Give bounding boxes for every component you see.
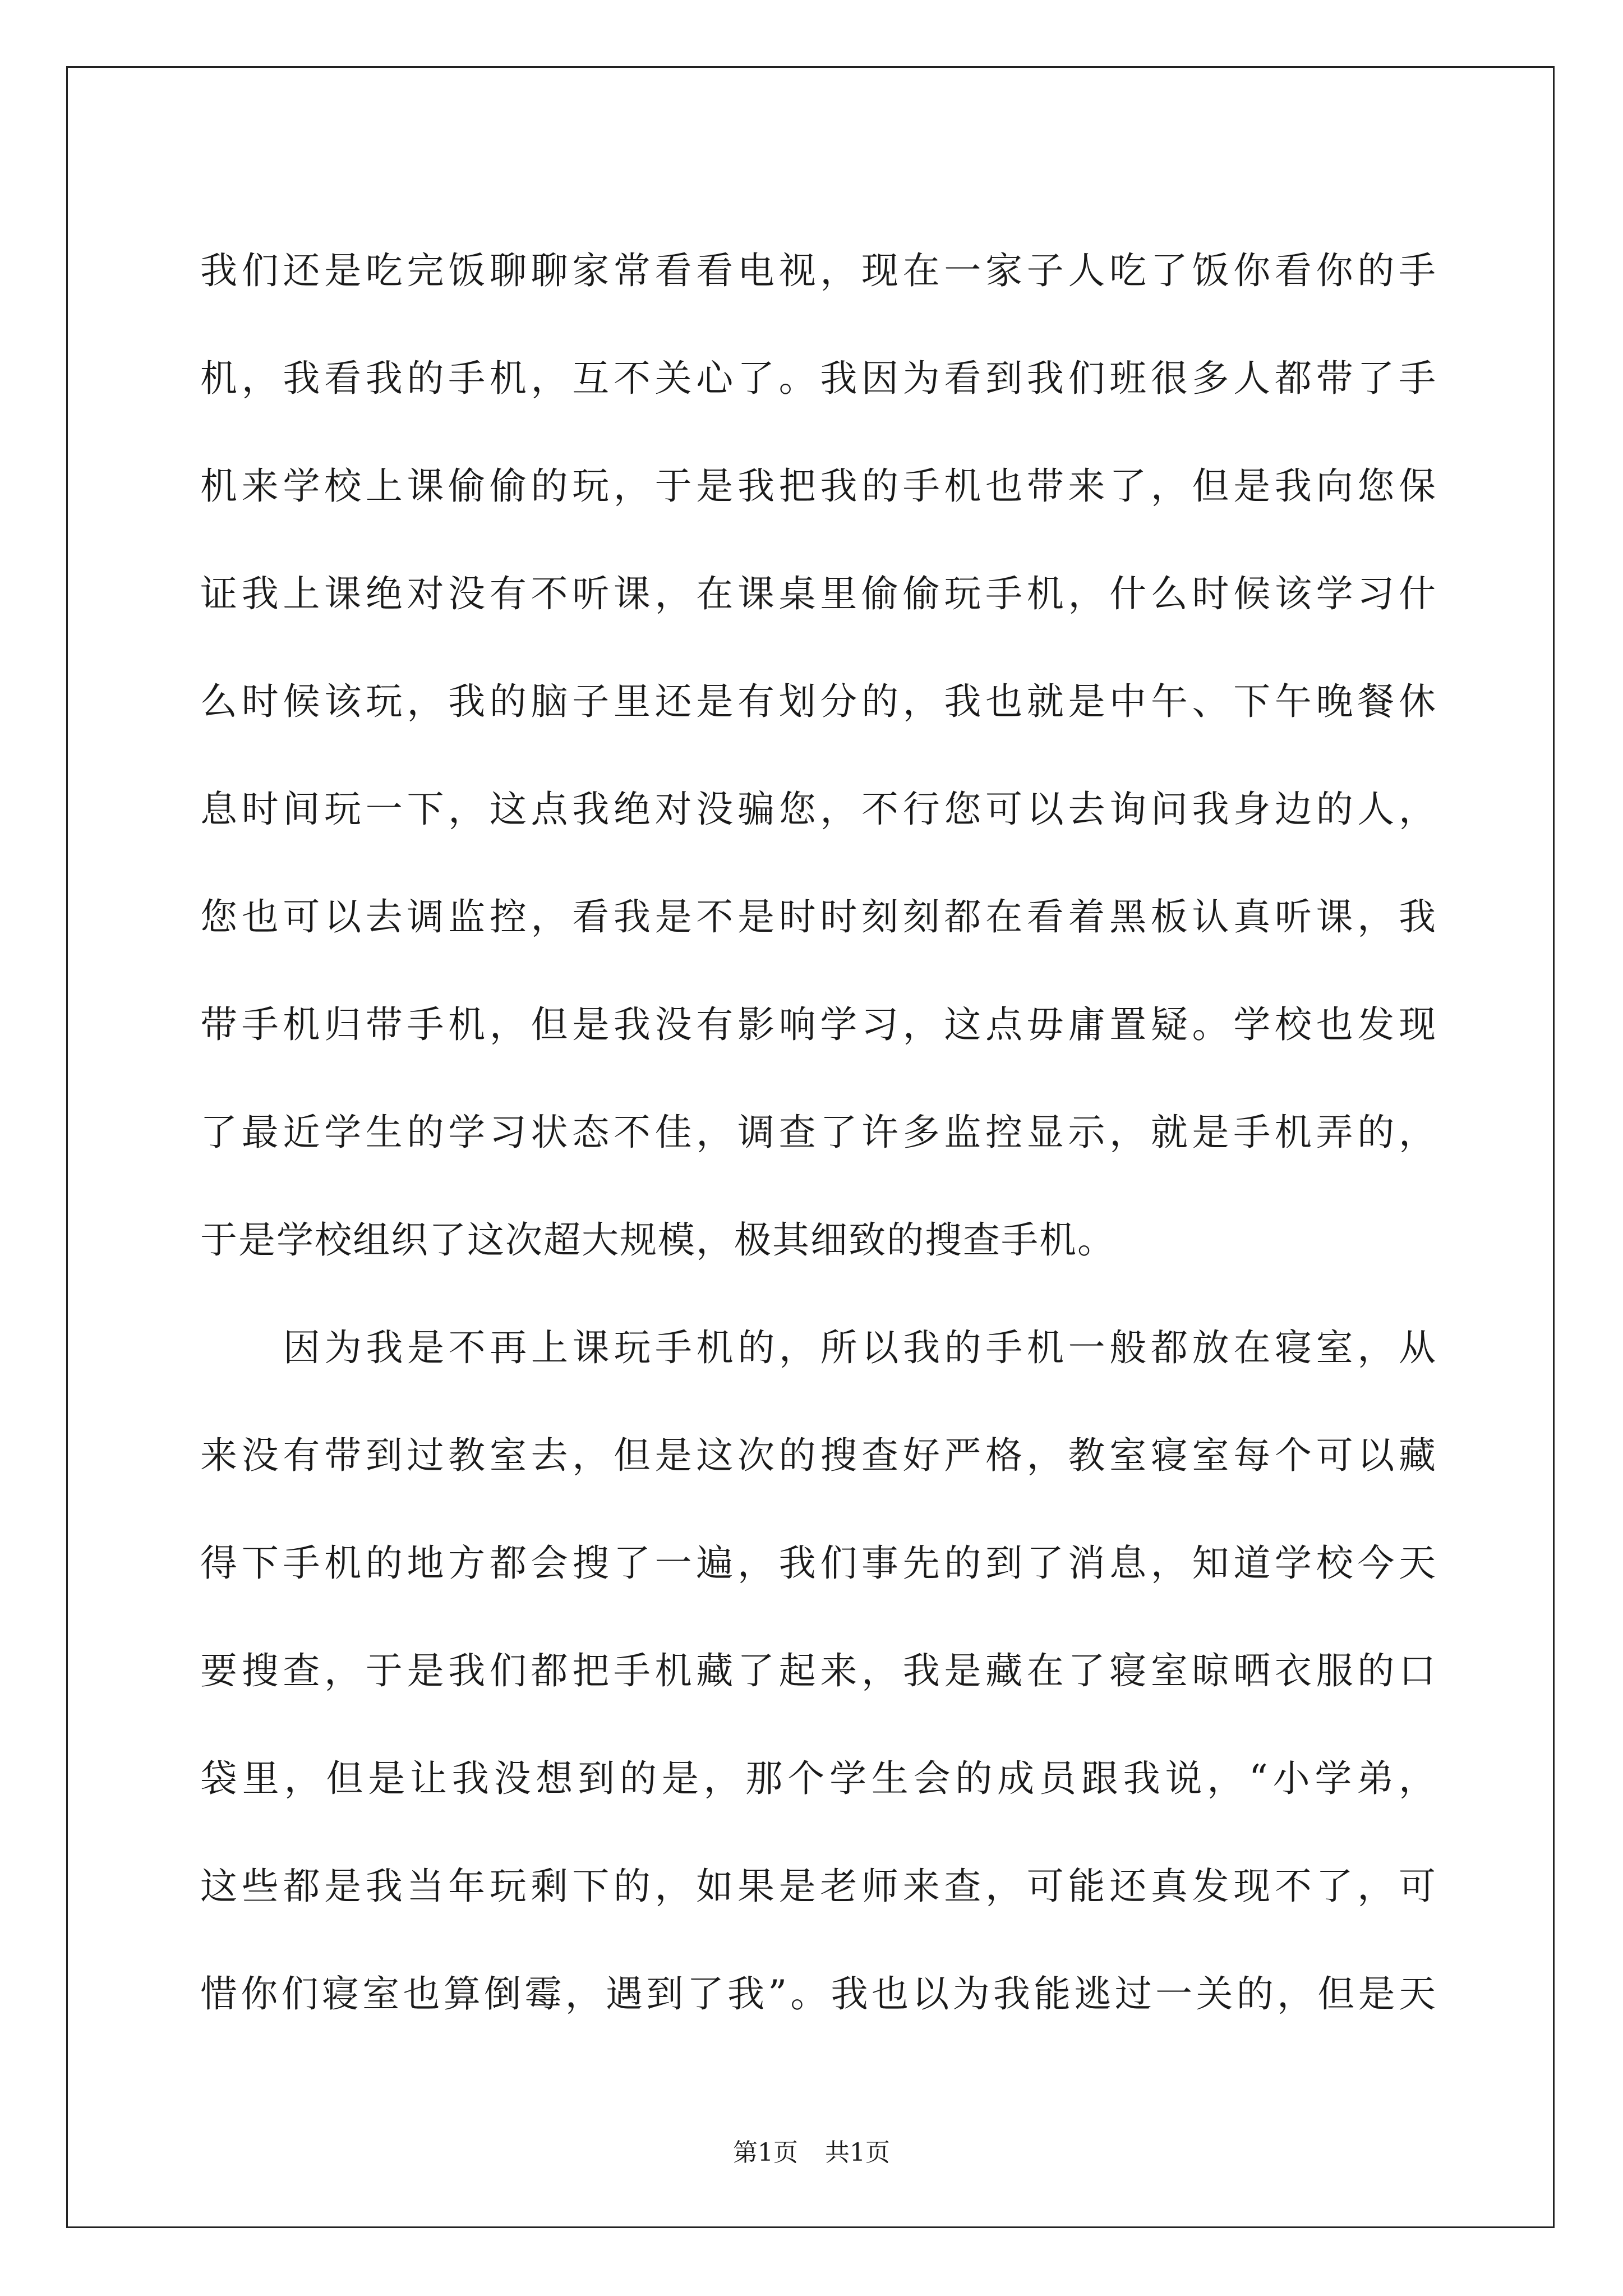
text-line: 么时候该玩，我的脑子里还是有划分的，我也就是中午、下午晚餐休 [200, 680, 1437, 723]
page-number-total: 共1页 [825, 2138, 890, 2167]
text-line: 因为我是不再上课玩手机的，所以我的手机一般都放在寝室，从 [283, 1326, 1437, 1369]
text-line: 息时间玩一下，这点我绝对没骗您，不行您可以去询问我身边的人， [200, 788, 1437, 831]
text-line: 于是学校组织了这次超大规模，极其细致的搜查手机。 [200, 1218, 1115, 1262]
text-line: 惜你们寝室也算倒霉，遇到了我”。我也以为我能逃过一关的，但是天 [200, 1972, 1437, 2016]
text-line: 了最近学生的学习状态不佳，调查了许多监控显示，就是手机弄的， [200, 1111, 1437, 1154]
paragraph-1 [200, 217, 1437, 1294]
text-line: 带手机归带手机，但是我没有影响学习，这点毋庸置疑。学校也发现 [200, 1003, 1437, 1046]
paragraph-2 [200, 1294, 1437, 2048]
page-number-current: 第1页 [733, 2138, 798, 2167]
document-body [200, 217, 1437, 2048]
text-line: 来没有带到过教室去，但是这次的搜查好严格，教室寝室每个可以藏 [200, 1434, 1437, 1477]
text-line: 机来学校上课偷偷的玩，于是我把我的手机也带来了，但是我向您保 [200, 464, 1437, 508]
text-line: 您也可以去调监控，看我是不是时时刻刻都在看着黑板认真听课，我 [200, 895, 1437, 938]
text-line: 得下手机的地方都会搜了一遍，我们事先的到了消息，知道学校今天 [200, 1542, 1437, 1585]
text-line: 袋里，但是让我没想到的是，那个学生会的成员跟我说，“小学弟， [200, 1757, 1437, 1800]
text-line: 证我上课绝对没有不听课，在课桌里偷偷玩手机，什么时候该学习什 [200, 572, 1437, 615]
text-line: 要搜查，于是我们都把手机藏了起来，我是藏在了寝室晾晒衣服的口 [200, 1649, 1437, 1692]
page-footer [0, 2136, 1623, 2170]
text-line: 机，我看我的手机，互不关心了。我因为看到我们班很多人都带了手 [200, 357, 1437, 400]
text-line: 这些都是我当年玩剩下的，如果是老师来查，可能还真发现不了，可 [200, 1865, 1437, 1908]
text-line: 我们还是吃完饭聊聊家常看看电视，现在一家子人吃了饭你看你的手 [200, 249, 1437, 292]
